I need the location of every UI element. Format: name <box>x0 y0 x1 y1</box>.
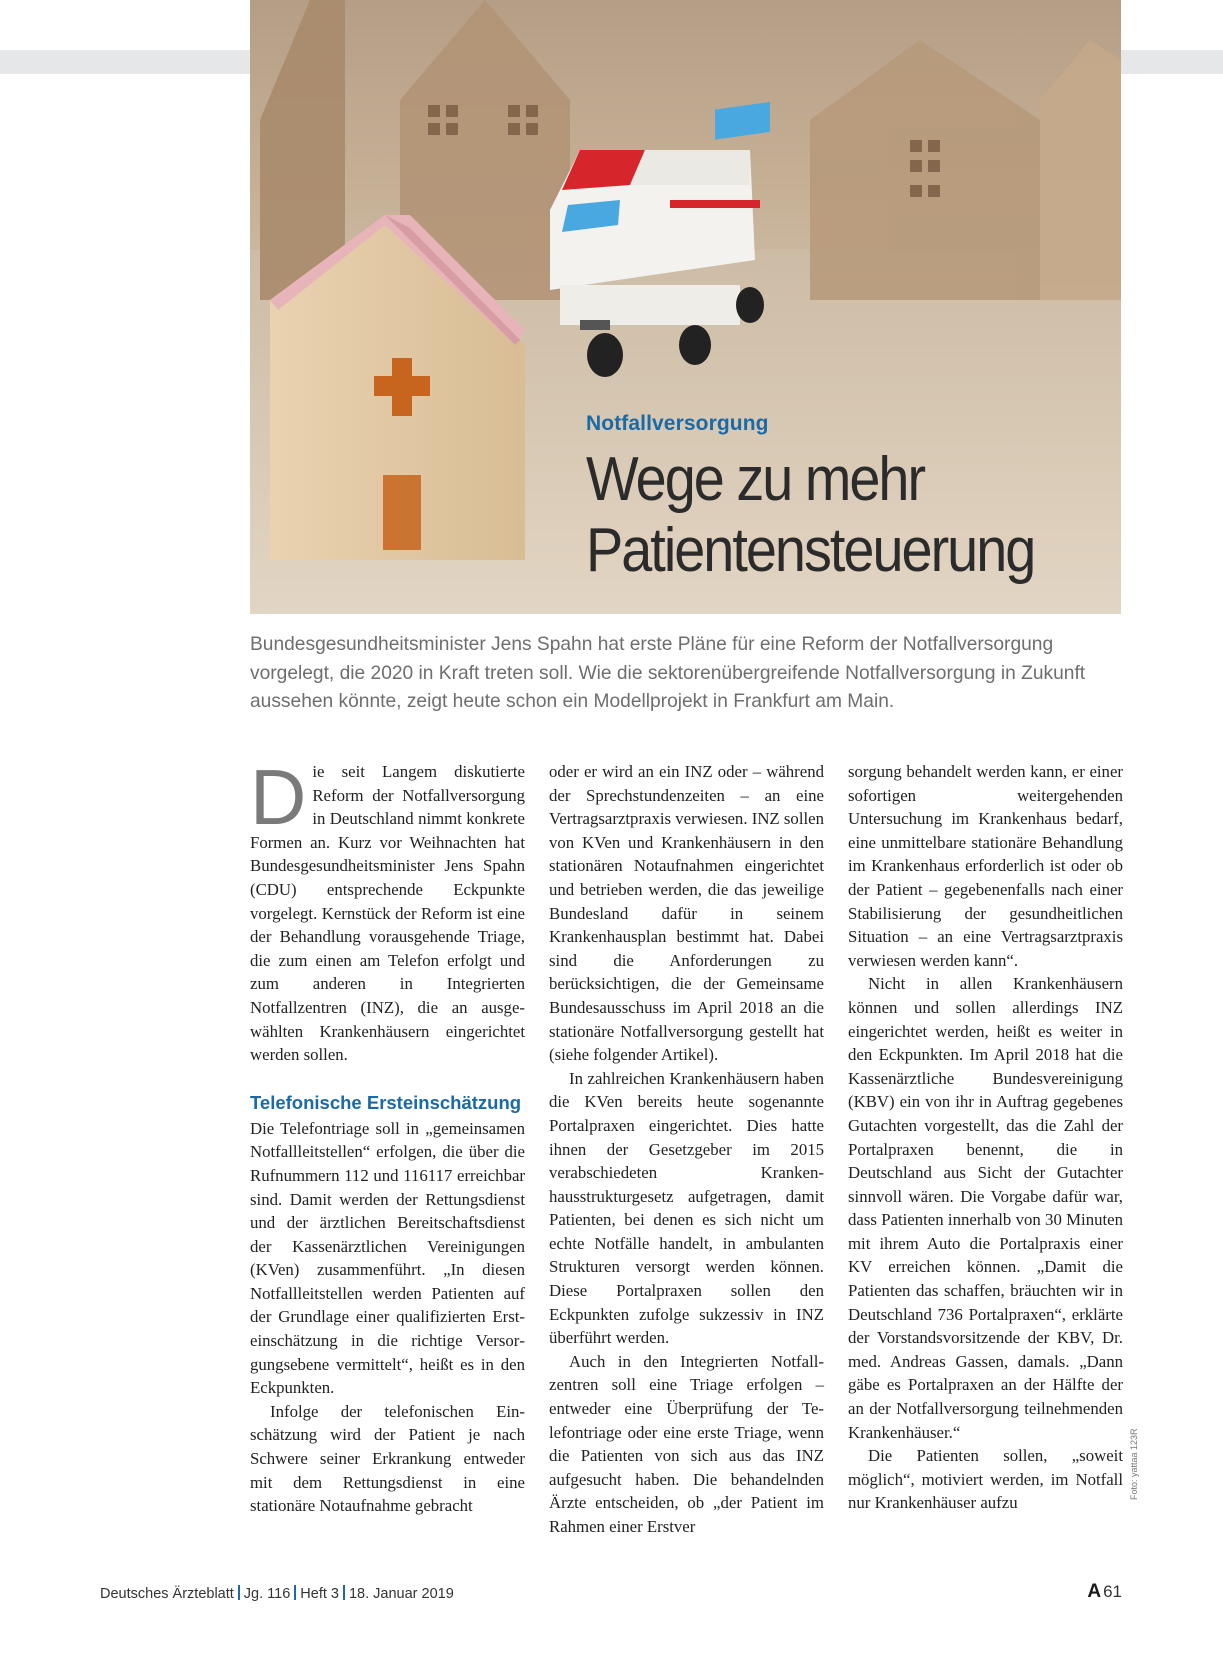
page-number-value: 61 <box>1103 1582 1122 1601</box>
page-letter: A <box>1087 1581 1102 1602</box>
paragraph: Infolge der telefonischen Einschätzung wird der Patient je nach Schwere seiner Erkrankung entweder mit dem Rettungsdienst in eine stationäre Notaufnahme gebracht <box>250 1401 525 1516</box>
issue: Heft 3 <box>300 1586 339 1602</box>
paragraph: oder er wird an ein INZ oder – während der Sprechstundenzeiten – an eine Vertragsarztpraxis verwiesen. INZ sollen von KVen und Krankenhäusern in den stationären Notaufnahmen eingerichtet und betrieben werden, die das jeweilige Bundesland dafür in seinem Krankenhausplan bestimmt hat. Dabei sind die Anforderungen zu berücksichtigen, die der Gemeinsame Bundesausschuss im April 2018 an die stationäre Notfallversorgung gestellt hat (siehe folgender Artikel). <box>549 762 824 1065</box>
page-number <box>1087 1581 1122 1603</box>
paragraph: Nicht in allen Krankenhäusern können und sollen allerdings INZ eingerichtet werden, heißt es weiter in den Eckpunkten. Im April 2018 hat die Kassenärztliche Bundesvereinigung (KBV) ein von ihr in Auftrag gegebenes Gutachten vorgestellt, das die Zahl der Portalpraxen benennt, die in Deutschland aus Sicht der Gutachter sinnvoll wären. Die Vorgabe dafür war, dass Patienten innerhalb von 30 Minuten mit ihrem Auto die Portalpraxis einer KV erreichen können. „Damit die Patienten das schaffen, bräuchten wir in Deutschland 736 Portalpraxen“, erklärte der Vorstandsvorsitzende der KBV, Dr. med. Andreas Gassen, damals. „Dann gäbe es Portalpraxen an der Hälfte der an der Notfallversorgung teilnehmenden Krankenhäuser.“ <box>848 974 1123 1442</box>
issue-date: 18. Januar 2019 <box>348 1586 454 1602</box>
paragraph: ie seit Langem diskutierte Reform der Notfallversorgung in Deutschland nimmt konkrete Formen an. Kurz vor Weihnachten hat Bundesgesundheitsminister Jens Spahn (CDU) entsprechende Eckpunkte vorgelegt. Kernstück der Reform ist eine der Behandlung vorausgehende Triage, die zum einen am Telefon erfolgt und zum anderen in Integrierten Notfallzentren (INZ), die an ausgewählten Krankenhäusern eingerichtet werden sollen. <box>250 762 525 1065</box>
publication-name: Deutsches Ärzteblatt <box>100 1586 234 1602</box>
top-band-right <box>1120 50 1223 74</box>
paragraph: Auch in den Integrierten Notfallzentren soll eine Triage erfolgen – entweder eine Überprüfung der Telefontriage oder eine erste Triage, wenn die Patienten von sich aus das INZ aufgesucht haben. Die behandelnden Ärzte entscheiden, ob „der Patient im Rahmen einer Erstver <box>549 1351 824 1536</box>
footer-separator <box>343 1585 345 1600</box>
footer-separator <box>238 1585 240 1600</box>
paragraph: In zahlreichen Krankenhäusern haben die KVen bereits heute sogenannte Portalpraxen eingerichtet. Dies hatte ihnen der Gesetzgeber im 2015 verabschiedeten Krankenhausstrukturgesetz aufgetragen, damit Patienten, bei denen es sich nicht um echte Notfälle handelt, in ambulanten Strukturen versorgt werden können. Diese Portalpraxen sollen den Eckpunkten zufolge sukzessiv in INZ überführt werden. <box>549 1068 824 1348</box>
text-column-1 <box>250 753 525 1518</box>
paragraph: Die Patienten sollen, „soweit möglich“, motiviert werden, im Notfall nur Krankenhäuser aufzu <box>848 1446 1123 1513</box>
footer-separator <box>294 1585 296 1600</box>
paragraph: Die Telefontriage soll in „gemeinsamen Notfallleitstellen“ erfolgen, die über die Rufnummern 112 und 116117 erreichbar sind. Damit werden der Rettungsdienst und der ärztlichen Bereitschaftsdienst der Kassenärztlichen Vereinigungen (KVen) zusammenführt. „In diesen Notfallleitstellen werden Patienten auf der Grundlage einer qualifizierten Ersteinschätzung in die richtige Versorgungsebene vermittelt“, heißt es in den Eckpunkten. <box>250 1118 525 1398</box>
paragraph: sorgung behandelt werden kann, er einer sofortigen weitergehenden Untersuchung im Krankenhaus bedarf, eine unmittelbare stationäre Behandlung im Krankenhaus erforderlich ist oder ob der Patient – gegebenenfalls nach einer Stabilisierung der gesundheitlichen Situation – an eine Vertragsarztpraxis verwiesen werden kann“. <box>848 762 1123 970</box>
article-headline <box>586 444 1054 586</box>
text-column-3 <box>848 760 1123 1515</box>
subheading: Telefonische Ersteinschätzung <box>250 1091 522 1113</box>
dropcap: D <box>250 753 307 841</box>
article-kicker: Notfallversorgung <box>586 412 769 435</box>
volume: Jg. 116 <box>243 1586 291 1602</box>
text-column-2 <box>549 760 824 1539</box>
headline-line-2: Patientensteuerung <box>586 516 1035 585</box>
page-footer <box>100 1585 454 1602</box>
headline-line-1: Wege zu mehr <box>586 445 925 514</box>
top-band-left <box>0 50 250 74</box>
article-lead: Bundesgesundheitsminister Jens Spahn hat erste Pläne für eine Reform der Notfallversorgung vorgelegt, die 2020 in Kraft treten soll. Wie die sektorenübergreifende Notfallversorgung in Zukunft aussehen könnte, zeigt heute schon ein Modellprojekt in Frankfurt am Main. <box>250 634 1086 712</box>
photo-credit: Foto: yattaa 123R <box>1129 1428 1139 1500</box>
